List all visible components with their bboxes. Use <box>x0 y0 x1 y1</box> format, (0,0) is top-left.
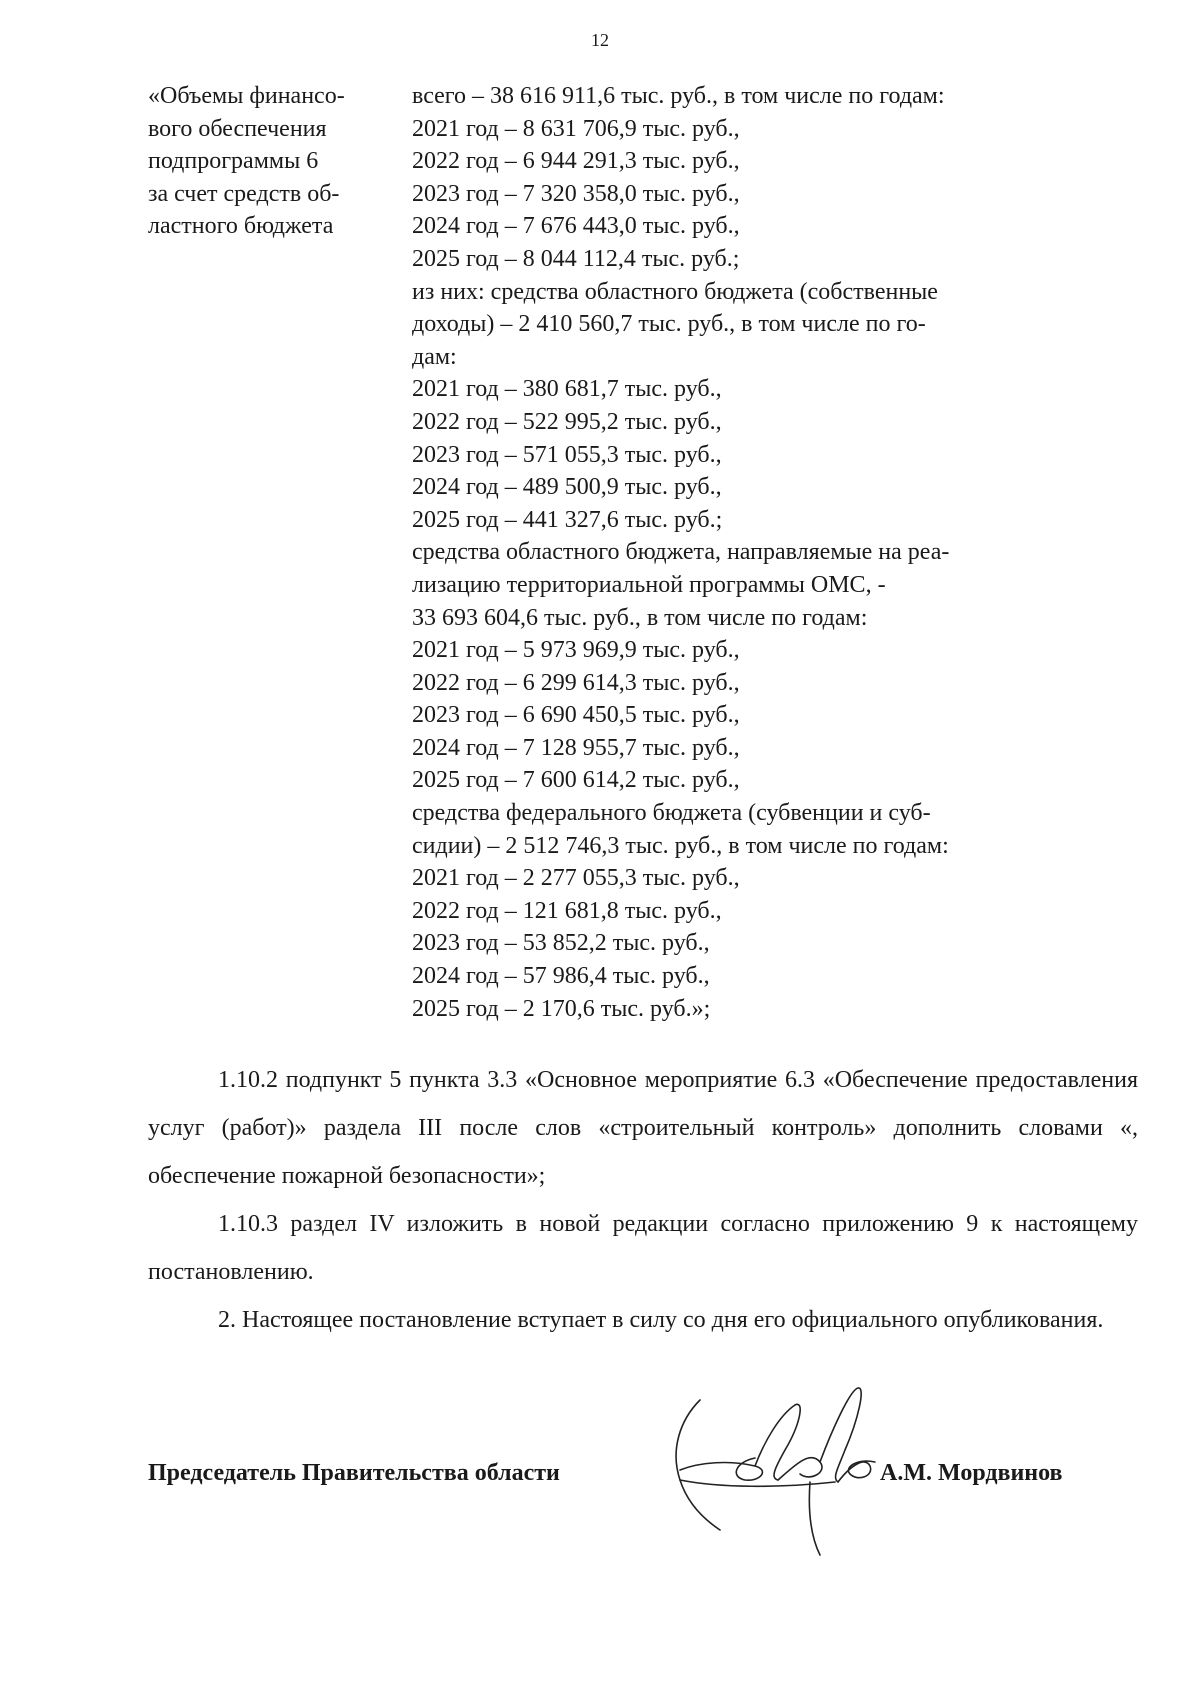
document-body <box>148 1056 1138 1344</box>
value-line: 2021 год – 2 277 055,3 тыс. руб., <box>412 865 740 892</box>
value-line: 2021 год – 8 631 706,9 тыс. руб., <box>412 115 740 142</box>
paragraph-2: 2. Настоящее постановление вступает в силу со дня его официального опубликования. <box>218 1307 1104 1333</box>
value-line: 33 693 604,6 тыс. руб., в том числе по годам: <box>412 604 868 631</box>
passport-label-column <box>148 80 412 1025</box>
value-line: 2024 год – 57 986,4 тыс. руб., <box>412 963 710 990</box>
value-line: 2024 год – 489 500,9 тыс. руб., <box>412 474 722 501</box>
value-line: сидии) – 2 512 746,3 тыс. руб., в том числе по годам: <box>412 832 949 859</box>
signer-title: Председатель Правительства области <box>148 1460 560 1486</box>
value-line: средства федерального бюджета (субвенции и суб- <box>412 800 931 827</box>
label-line: «Объемы финансо- <box>148 83 345 109</box>
value-line: дам: <box>412 343 457 370</box>
value-line: 2025 год – 2 170,6 тыс. руб.»; <box>412 995 711 1022</box>
value-line: 2021 год – 380 681,7 тыс. руб., <box>412 376 722 403</box>
label-line: за счет средств об- <box>148 180 340 207</box>
paragraph-1-10-2: 1.10.2 подпункт 5 пункта 3.3 «Основное мероприятие 6.3 «Обеспечение предоставления услуг (работ)» раздела III после слов «строительный контроль» дополнить словами «, обеспечение пожарной безопасности»; <box>148 1067 1138 1189</box>
value-line: 2022 год – 6 299 614,3 тыс. руб., <box>412 669 740 696</box>
value-line: 2023 год – 571 055,3 тыс. руб., <box>412 441 722 468</box>
passport-values-column <box>412 80 1068 1025</box>
value-line: доходы) – 2 410 560,7 тыс. руб., в том числе по го- <box>412 311 926 338</box>
value-line: 2023 год – 6 690 450,5 тыс. руб., <box>412 702 740 729</box>
label-line: вого обеспечения <box>148 115 327 142</box>
value-line: 2025 год – 7 600 614,2 тыс. руб., <box>412 767 740 794</box>
value-line: 2022 год – 121 681,8 тыс. руб., <box>412 897 722 924</box>
value-line: всего – 38 616 911,6 тыс. руб., в том числе по годам: <box>412 83 945 109</box>
signature-row <box>148 1460 1098 1500</box>
value-line: лизацию территориальной программы ОМС, - <box>412 571 886 598</box>
value-line: 2023 год – 53 852,2 тыс. руб., <box>412 930 710 957</box>
label-line: подпрограммы 6 <box>148 148 319 175</box>
value-line: из них: средства областного бюджета (собственные <box>412 278 938 305</box>
signer-name: А.М. Мордвинов <box>880 1460 1063 1486</box>
value-line: 2025 год – 441 327,6 тыс. руб.; <box>412 506 723 533</box>
value-line: средства областного бюджета, направляемые на реа- <box>412 539 950 566</box>
value-line: 2022 год – 6 944 291,3 тыс. руб., <box>412 148 740 175</box>
paragraph-1-10-3: 1.10.3 раздел IV изложить в новой редакции согласно приложению 9 к настоящему постановлению. <box>148 1211 1138 1285</box>
financing-passport-block <box>148 80 1068 1025</box>
value-line: 2024 год – 7 676 443,0 тыс. руб., <box>412 213 740 240</box>
value-line: 2022 год – 522 995,2 тыс. руб., <box>412 408 722 435</box>
value-line: 2025 год – 8 044 112,4 тыс. руб.; <box>412 245 740 272</box>
value-line: 2024 год – 7 128 955,7 тыс. руб., <box>412 734 740 761</box>
page-number: 12 <box>591 30 609 50</box>
label-line: ластного бюджета <box>148 213 334 240</box>
value-line: 2023 год – 7 320 358,0 тыс. руб., <box>412 180 740 207</box>
value-line: 2021 год – 5 973 969,9 тыс. руб., <box>412 637 740 664</box>
